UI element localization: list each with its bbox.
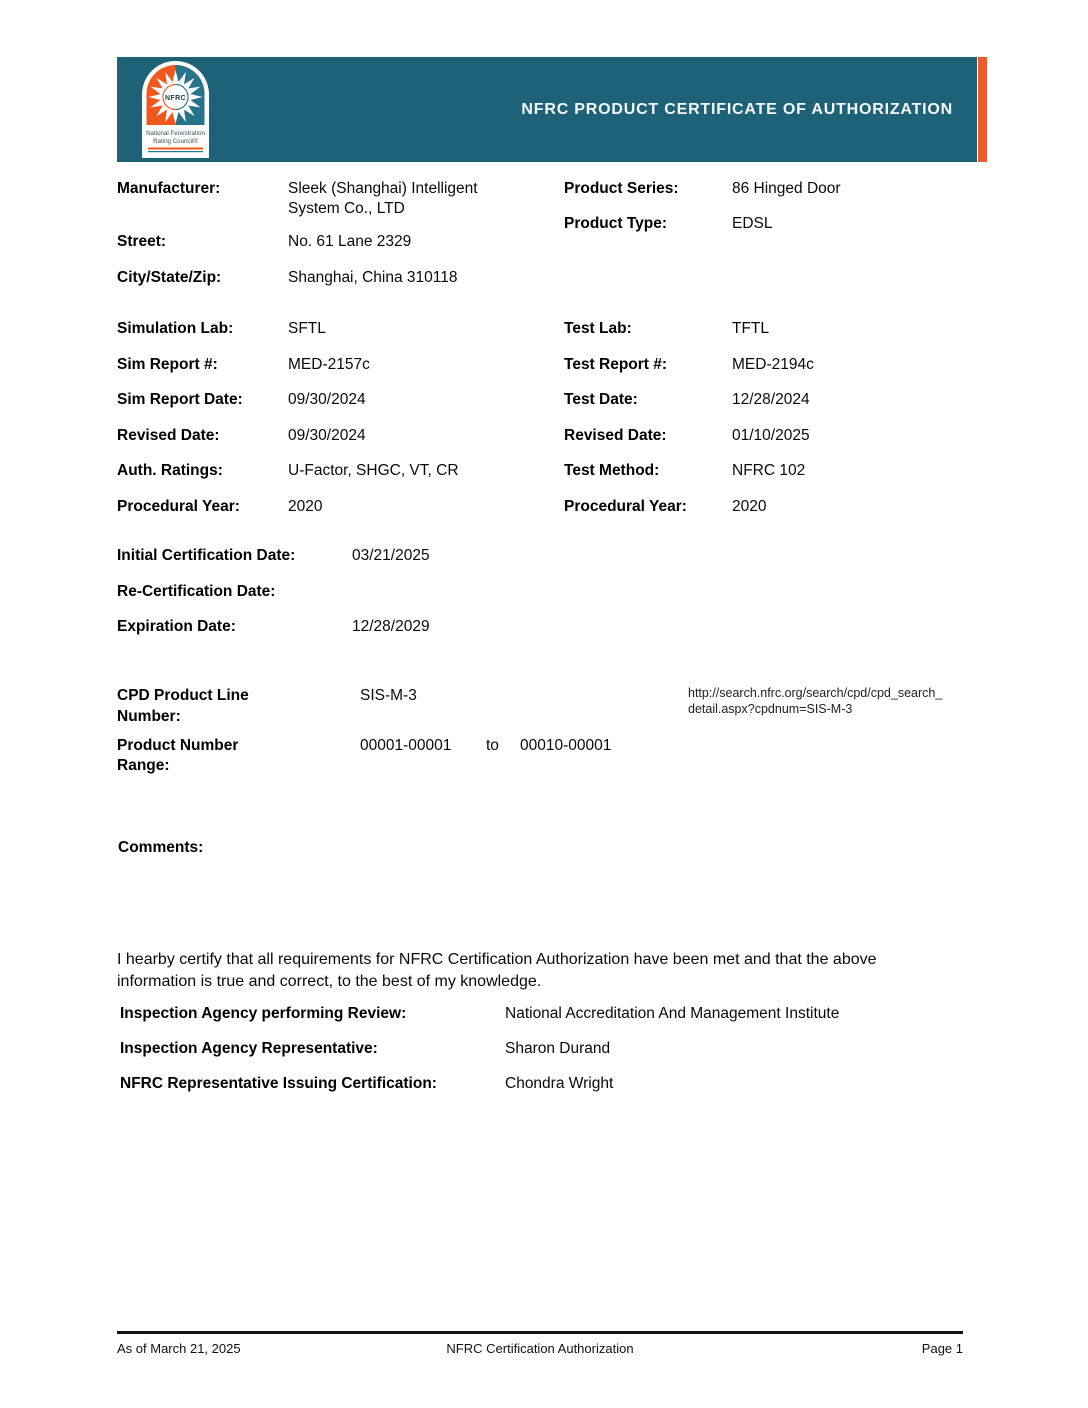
cpd-search-url-line1[interactable]: http://search.nfrc.org/search/cpd/cpd_search_ bbox=[688, 686, 943, 700]
test-lab-label: Test Lab: bbox=[564, 320, 632, 337]
city-state-zip-row bbox=[117, 268, 577, 304]
nfrc-logo-acronym: NFRC bbox=[164, 94, 187, 102]
nfrc-logo-org-line2: Rating Council® bbox=[153, 138, 198, 145]
sim-report-date-row bbox=[117, 390, 577, 426]
range-separator: to bbox=[486, 737, 499, 754]
signoff-section bbox=[120, 1004, 980, 1109]
cpd-search-url-line2[interactable]: detail.aspx?cpdnum=SIS-M-3 bbox=[688, 701, 853, 716]
street-row bbox=[117, 232, 577, 268]
nfrc-representative-label: NFRC Representative Issuing Certification: bbox=[120, 1075, 437, 1092]
test-report-number-row bbox=[564, 355, 994, 391]
footer-divider bbox=[117, 1331, 963, 1334]
manufacturer-value: Sleek (Shanghai) Intelligent System Co., LTD bbox=[288, 180, 478, 217]
certification-dates-section bbox=[117, 546, 597, 653]
logo-rule-teal bbox=[148, 151, 203, 152]
nfrc-representative-row bbox=[120, 1074, 980, 1109]
sim-procedural-year-label: Procedural Year: bbox=[117, 497, 240, 515]
product-series-value: 86 Hinged Door bbox=[732, 180, 841, 197]
test-lab-row bbox=[564, 319, 994, 355]
sim-report-number-label: Sim Report #: bbox=[117, 355, 218, 373]
auth-ratings-row bbox=[117, 461, 577, 497]
cpd-product-line-value: SIS-M-3 bbox=[360, 687, 417, 704]
product-number-range-values bbox=[360, 736, 677, 776]
inspection-agency-row bbox=[120, 1004, 980, 1039]
expiration-date-label: Expiration Date: bbox=[117, 618, 236, 636]
cpd-product-line-label: CPD Product Line Number: bbox=[117, 687, 249, 725]
agency-representative-label: Inspection Agency Representative: bbox=[120, 1040, 378, 1057]
header-accent-stripe bbox=[978, 57, 987, 162]
simulation-lab-section bbox=[117, 319, 577, 533]
nfrc-logo-org-line1: National Fenestration bbox=[146, 130, 205, 137]
inspection-agency-label: Inspection Agency performing Review: bbox=[120, 1005, 407, 1022]
sim-report-date-value: 09/30/2024 bbox=[288, 391, 366, 409]
header-title: NFRC PRODUCT CERTIFICATE OF AUTHORIZATION bbox=[521, 100, 953, 118]
sim-report-number-value: MED-2157c bbox=[288, 355, 370, 373]
product-number-range-label: Product Number Range: bbox=[117, 737, 239, 774]
footer-document-title: NFRC Certification Authorization bbox=[446, 1341, 634, 1356]
test-lab-value: TFTL bbox=[732, 320, 770, 337]
sim-procedural-year-row bbox=[117, 497, 577, 533]
manufacturer-section bbox=[117, 179, 577, 304]
test-revised-date-row bbox=[564, 426, 994, 462]
test-date-value: 12/28/2024 bbox=[732, 391, 810, 409]
product-type-label: Product Type: bbox=[564, 215, 668, 232]
sim-procedural-year-value: 2020 bbox=[288, 497, 323, 515]
footer-page-number: Page 1 bbox=[921, 1341, 963, 1356]
simulation-lab-row bbox=[117, 319, 577, 355]
city-state-zip-value: Shanghai, China 310118 bbox=[288, 269, 458, 286]
sim-revised-date-label: Revised Date: bbox=[117, 426, 220, 444]
initial-certification-date-label: Initial Certification Date: bbox=[117, 547, 296, 564]
cpd-product-line-row bbox=[117, 685, 677, 736]
manufacturer-label: Manufacturer: bbox=[117, 180, 221, 197]
test-report-number-value: MED-2194c bbox=[732, 355, 814, 373]
test-lab-section bbox=[564, 319, 994, 533]
expiration-date-row bbox=[117, 617, 597, 653]
product-type-value: EDSL bbox=[732, 215, 773, 232]
agency-representative-value: Sharon Durand bbox=[505, 1040, 611, 1057]
range-end-value: 00010-00001 bbox=[520, 737, 612, 754]
city-state-zip-label: City/State/Zip: bbox=[117, 269, 222, 286]
simulation-lab-value: SFTL bbox=[288, 320, 326, 337]
re-certification-date-row bbox=[117, 582, 597, 618]
cpd-section bbox=[117, 685, 677, 776]
initial-certification-date-value: 03/21/2025 bbox=[352, 547, 430, 564]
certification-statement: I hearby certify that all requirements for NFRC Certification Authorization have been met and that the above information is true and correct, to the best of my knowledge. bbox=[117, 951, 877, 990]
initial-certification-date-row bbox=[117, 546, 597, 582]
sim-revised-date-row bbox=[117, 426, 577, 462]
product-type-row bbox=[564, 214, 984, 249]
footer-as-of-date: As of March 21, 2025 bbox=[117, 1341, 241, 1356]
expiration-date-value: 12/28/2029 bbox=[352, 618, 430, 636]
test-date-row bbox=[564, 390, 994, 426]
product-section bbox=[564, 179, 984, 249]
auth-ratings-label: Auth. Ratings: bbox=[117, 462, 223, 480]
test-procedural-year-value: 2020 bbox=[732, 497, 767, 515]
logo-rule-orange bbox=[148, 148, 203, 150]
sim-revised-date-value: 09/30/2024 bbox=[288, 426, 366, 444]
test-method-label: Test Method: bbox=[564, 462, 660, 480]
product-series-label: Product Series: bbox=[564, 180, 679, 197]
test-procedural-year-label: Procedural Year: bbox=[564, 497, 687, 515]
nfrc-representative-value: Chondra Wright bbox=[505, 1075, 614, 1092]
comments-section bbox=[118, 838, 203, 858]
nfrc-logo bbox=[142, 61, 209, 158]
nfrc-logo-graphic bbox=[142, 61, 209, 158]
range-start-value: 00001-00001 bbox=[360, 737, 452, 754]
street-label: Street: bbox=[117, 233, 167, 250]
cpd-search-url[interactable] bbox=[688, 686, 988, 717]
product-series-row bbox=[564, 179, 984, 214]
header-banner bbox=[117, 57, 977, 162]
sim-report-number-row bbox=[117, 355, 577, 391]
manufacturer-row bbox=[117, 179, 577, 232]
agency-representative-row bbox=[120, 1039, 980, 1074]
street-value: No. 61 Lane 2329 bbox=[288, 233, 412, 250]
re-certification-date-label: Re-Certification Date: bbox=[117, 582, 276, 600]
inspection-agency-value: National Accreditation And Management Institute bbox=[505, 1005, 840, 1022]
simulation-lab-label: Simulation Lab: bbox=[117, 320, 234, 337]
test-date-label: Test Date: bbox=[564, 391, 638, 409]
comments-label: Comments: bbox=[118, 839, 204, 856]
test-revised-date-label: Revised Date: bbox=[564, 426, 667, 444]
test-method-value: NFRC 102 bbox=[732, 462, 806, 480]
product-number-range-row bbox=[117, 736, 677, 776]
test-revised-date-value: 01/10/2025 bbox=[732, 426, 810, 444]
test-procedural-year-row bbox=[564, 497, 994, 533]
auth-ratings-value: U-Factor, SHGC, VT, CR bbox=[288, 462, 459, 480]
test-method-row bbox=[564, 461, 994, 497]
footer bbox=[117, 1340, 963, 1357]
sim-report-date-label: Sim Report Date: bbox=[117, 391, 243, 409]
test-report-number-label: Test Report #: bbox=[564, 355, 668, 373]
